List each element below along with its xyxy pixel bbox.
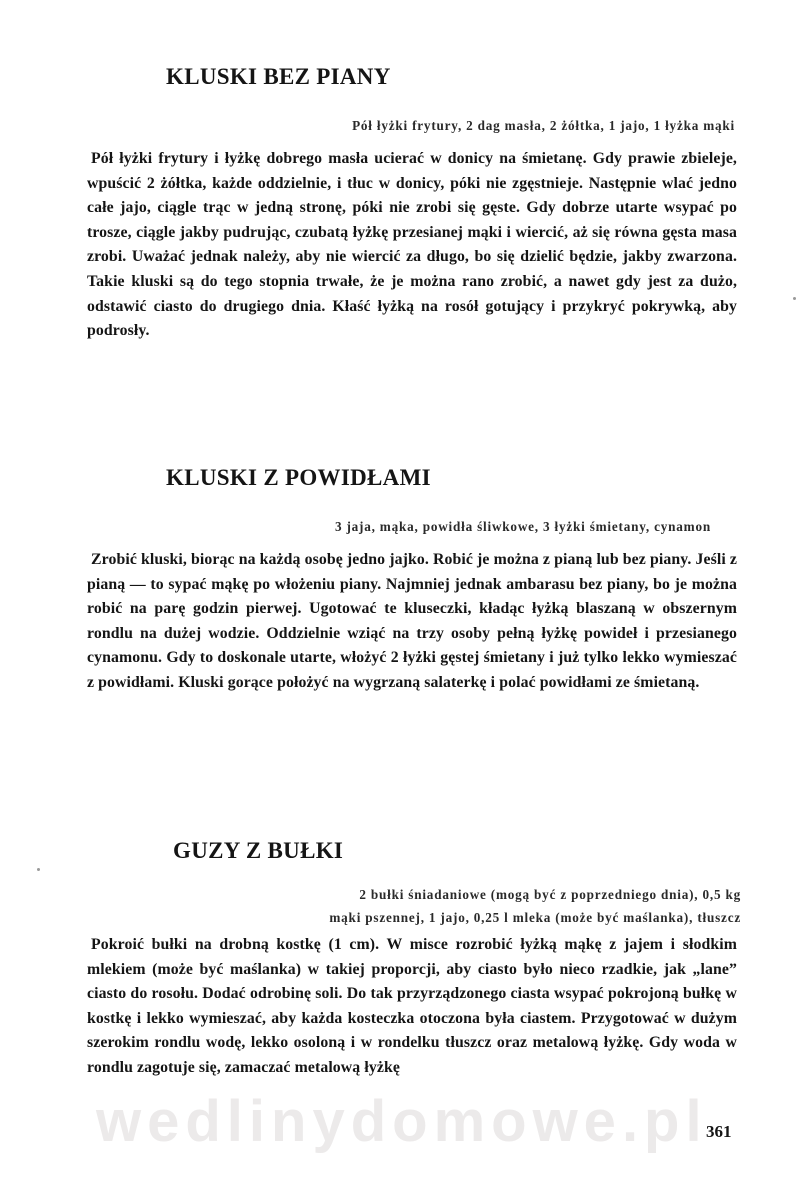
watermark: wedlinydomowe.pl [96, 1089, 708, 1154]
ingredients-line: mąki pszennej, 1 jajo, 0,25 l mleka (może być maślanka), tłuszcz [329, 910, 741, 925]
page-number: 361 [706, 1122, 732, 1141]
section-title-kluski-bez-piany: KLUSKI BEZ PIANY [166, 64, 391, 89]
ingredients-line: Pół łyżki frytury, 2 dag masła, 2 żółtka, 1 jajo, 1 łyżka mąki [352, 118, 735, 133]
ingredients-line: 2 bułki śniadaniowe (mogą być z poprzedniego dnia), 0,5 kg [359, 887, 741, 902]
scan-speck [37, 868, 40, 871]
section-title-kluski-z-powidlami: KLUSKI Z POWIDŁAMI [166, 465, 431, 490]
section-title-guzy-z-bulki: GUZY Z BUŁKI [173, 838, 344, 863]
recipe-text-guzy-z-bulki: Pokroić bułki na drobną kostkę (1 cm). W misce rozrobić łyżką mąkę z jajem i słodkim mlekiem (może być maślanka) w takiej proporcji, aby ciasto było nieco rzadkie, jak „lane” ciasto do rosołu. Dodać odrobinę soli. Do tak przyrządzonego ciasta wsypać pokrojoną bułkę w kostkę i lekko wymieszać, aby każda kosteczka otoczona była ciastem. Przygotować w dużym szerokim rondlu wodę, lekko osoloną i w rondelku tłuszcz oraz metalową łyżkę. Gdy woda w rondlu zagotuje się, zamaczać metalową łyżkę [87, 936, 737, 1076]
ingredients-kluski-bez-piany [352, 118, 735, 134]
recipe-text-kluski-bez-piany: Pół łyżki frytury i łyżkę dobrego masła ucierać w donicy na śmietanę. Gdy prawie zbieleje, wpuścić 2 żółtka, każde oddzielnie, i tłuc w donicy, póki nie zgęstnieje. Następnie wlać jedno całe jajo, ciągle trąc w jedną stronę, póki nie zrobi się gęste. Gdy dobrze utarte wsypać po trosze, ciągle jakby pudrując, czubatą łyżkę przesianej mąki i wiercić, aż się równa gęsta masa zrobi. Uważać jednak należy, aby nie wiercić za długo, bo się dzielić będzie, jakby zwarzona. Takie kluski są do tego stopnia trwałe, że je można rano zrobić, a nawet gdy jest za dużo, odstawić ciasto do drugiego dnia. Kłaść łyżką na rosół gotujący i przykryć pokrywką, aby podrosły. [87, 150, 737, 340]
ingredients-line: 3 jaja, mąka, powidła śliwkowe, 3 łyżki śmietany, cynamon [334, 519, 711, 534]
scan-speck [793, 297, 796, 300]
ingredients-kluski-z-powidlami [335, 519, 711, 535]
ingredients-guzy-z-bulki [329, 883, 741, 929]
recipe-text-kluski-z-powidlami: Zrobić kluski, biorąc na każdą osobę jedno jajko. Robić je można z pianą lub bez piany. Jeśli z pianą — to sypać mąkę po włożeniu piany. Najmniej jednak ambarasu bez piany, bo je można robić na parę godzin pierwej. Ugotować te kluseczki, kładąc łyżką blaszaną w obszernym rondlu na dużej wodzie. Oddzielnie wziąć na trzy osoby pełną łyżkę powideł i przesianego cynamonu. Gdy to doskonale utarte, włożyć 2 łyżki gęstej śmietany i już tylko lekko wymieszać z powidłami. Kluski gorące położyć na wygrzaną salaterkę i polać powidłami ze śmietaną. [87, 551, 737, 691]
